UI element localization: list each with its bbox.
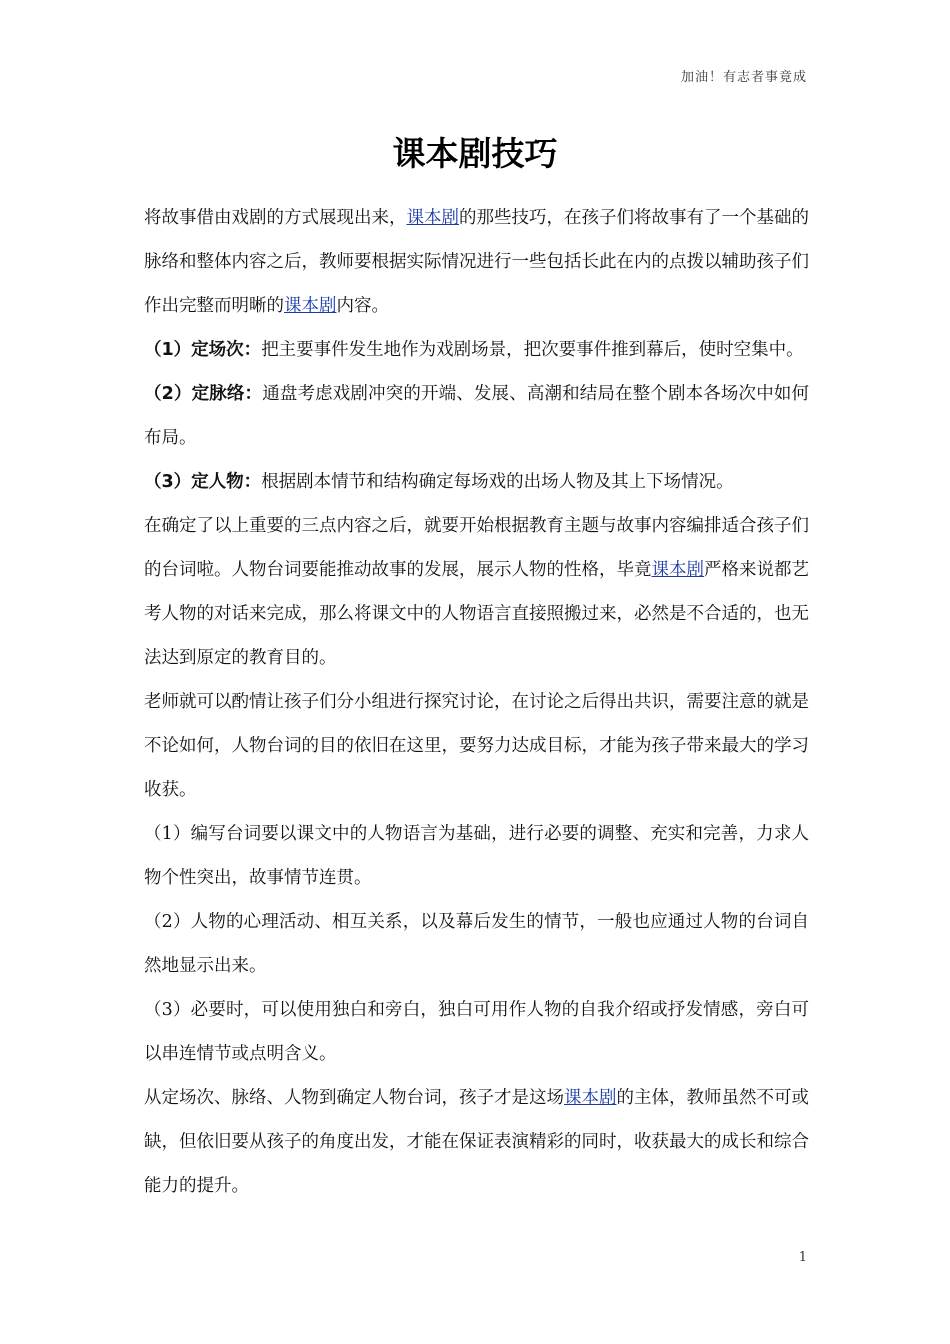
dialogue-text-a: 在确定了以上重要的三点内容之后，就要开始根据教育主题与故事内容编排适合孩子们的台词啦。人物台词要能推动故事的发展，展示人物的性格，毕竟 — [144, 516, 809, 580]
page-title: 课本剧技巧 — [392, 134, 558, 173]
rule-1-paragraph — [144, 328, 809, 372]
kebenju-link-3[interactable]: 课本剧 — [651, 560, 704, 580]
teacher-paragraph: 老师就可以酌情让孩子们分小组进行探究讨论，在讨论之后得出共识，需要注意的就是不论如何，人物台词的目的依旧在这里，要努力达成目标，才能为孩子带来最大的学习收获。 — [144, 692, 809, 800]
rule-2-label: （2）定脉络： — [144, 384, 263, 404]
tip-1-paragraph: （1）编写台词要以课文中的人物语言为基础，进行必要的调整、充实和完善，力求人物个性突出，故事情节连贯。 — [144, 824, 809, 888]
page-number: 1 — [798, 1250, 807, 1265]
kebenju-link-1[interactable]: 课本剧 — [406, 208, 459, 228]
kebenju-link-4[interactable]: 课本剧 — [564, 1088, 617, 1108]
rule-3-label: （3）定人物： — [144, 472, 262, 492]
rule-1-text: 把主要事件发生地作为戏剧场景，把次要事件推到幕后，使时空集中。 — [261, 340, 804, 360]
intro-text-b: 的那些技巧，在孩子们将故事有了一个基础的脉络和整体内容之后，教师要根据实际情况进行一些包括长此在内的点拨以辅助孩子们作出完整而明晰的 — [144, 208, 809, 316]
rule-1-label: （1）定场次： — [144, 340, 262, 360]
tip-3-paragraph: （3）必要时，可以使用独白和旁白，独白可用作人物的自我介绍或抒发情感，旁白可以串连情节或点明含义。 — [144, 1000, 809, 1064]
intro-text-c: 内容。 — [336, 296, 389, 316]
dialogue-paragraph — [144, 504, 809, 680]
rule-3-paragraph — [144, 460, 809, 504]
document-body — [144, 196, 809, 1208]
rule-2-text: 通盘考虑戏剧冲突的开端、发展、高潮和结局在整个剧本各场次中如何布局。 — [144, 384, 809, 448]
conclusion-text-a: 从定场次、脉络、人物到确定人物台词，孩子才是这场 — [144, 1088, 564, 1108]
rule-2-paragraph — [144, 372, 809, 460]
intro-text-a: 将故事借由戏剧的方式展现出来， — [144, 208, 407, 228]
dialogue-text-b: 严格来说都艺考人物的对话来完成，那么将课文中的人物语言直接照搬过来，必然是不合适的，也无法达到原定的教育目的。 — [144, 560, 809, 668]
tip-2-paragraph: （2）人物的心理活动、相互关系，以及幕后发生的情节，一般也应通过人物的台词自然地显示出来。 — [144, 912, 809, 976]
intro-paragraph — [144, 196, 809, 328]
header-slogan: 加油！有志者事竟成 — [680, 70, 807, 85]
rule-3-text: 根据剧本情节和结构确定每场戏的出场人物及其上下场情况。 — [261, 472, 734, 492]
conclusion-paragraph — [144, 1076, 809, 1208]
kebenju-link-2[interactable]: 课本剧 — [284, 296, 337, 316]
conclusion-text-b: 的主体，教师虽然不可或缺，但依旧要从孩子的角度出发，才能在保证表演精彩的同时，收获最大的成长和综合能力的提升。 — [144, 1088, 809, 1196]
